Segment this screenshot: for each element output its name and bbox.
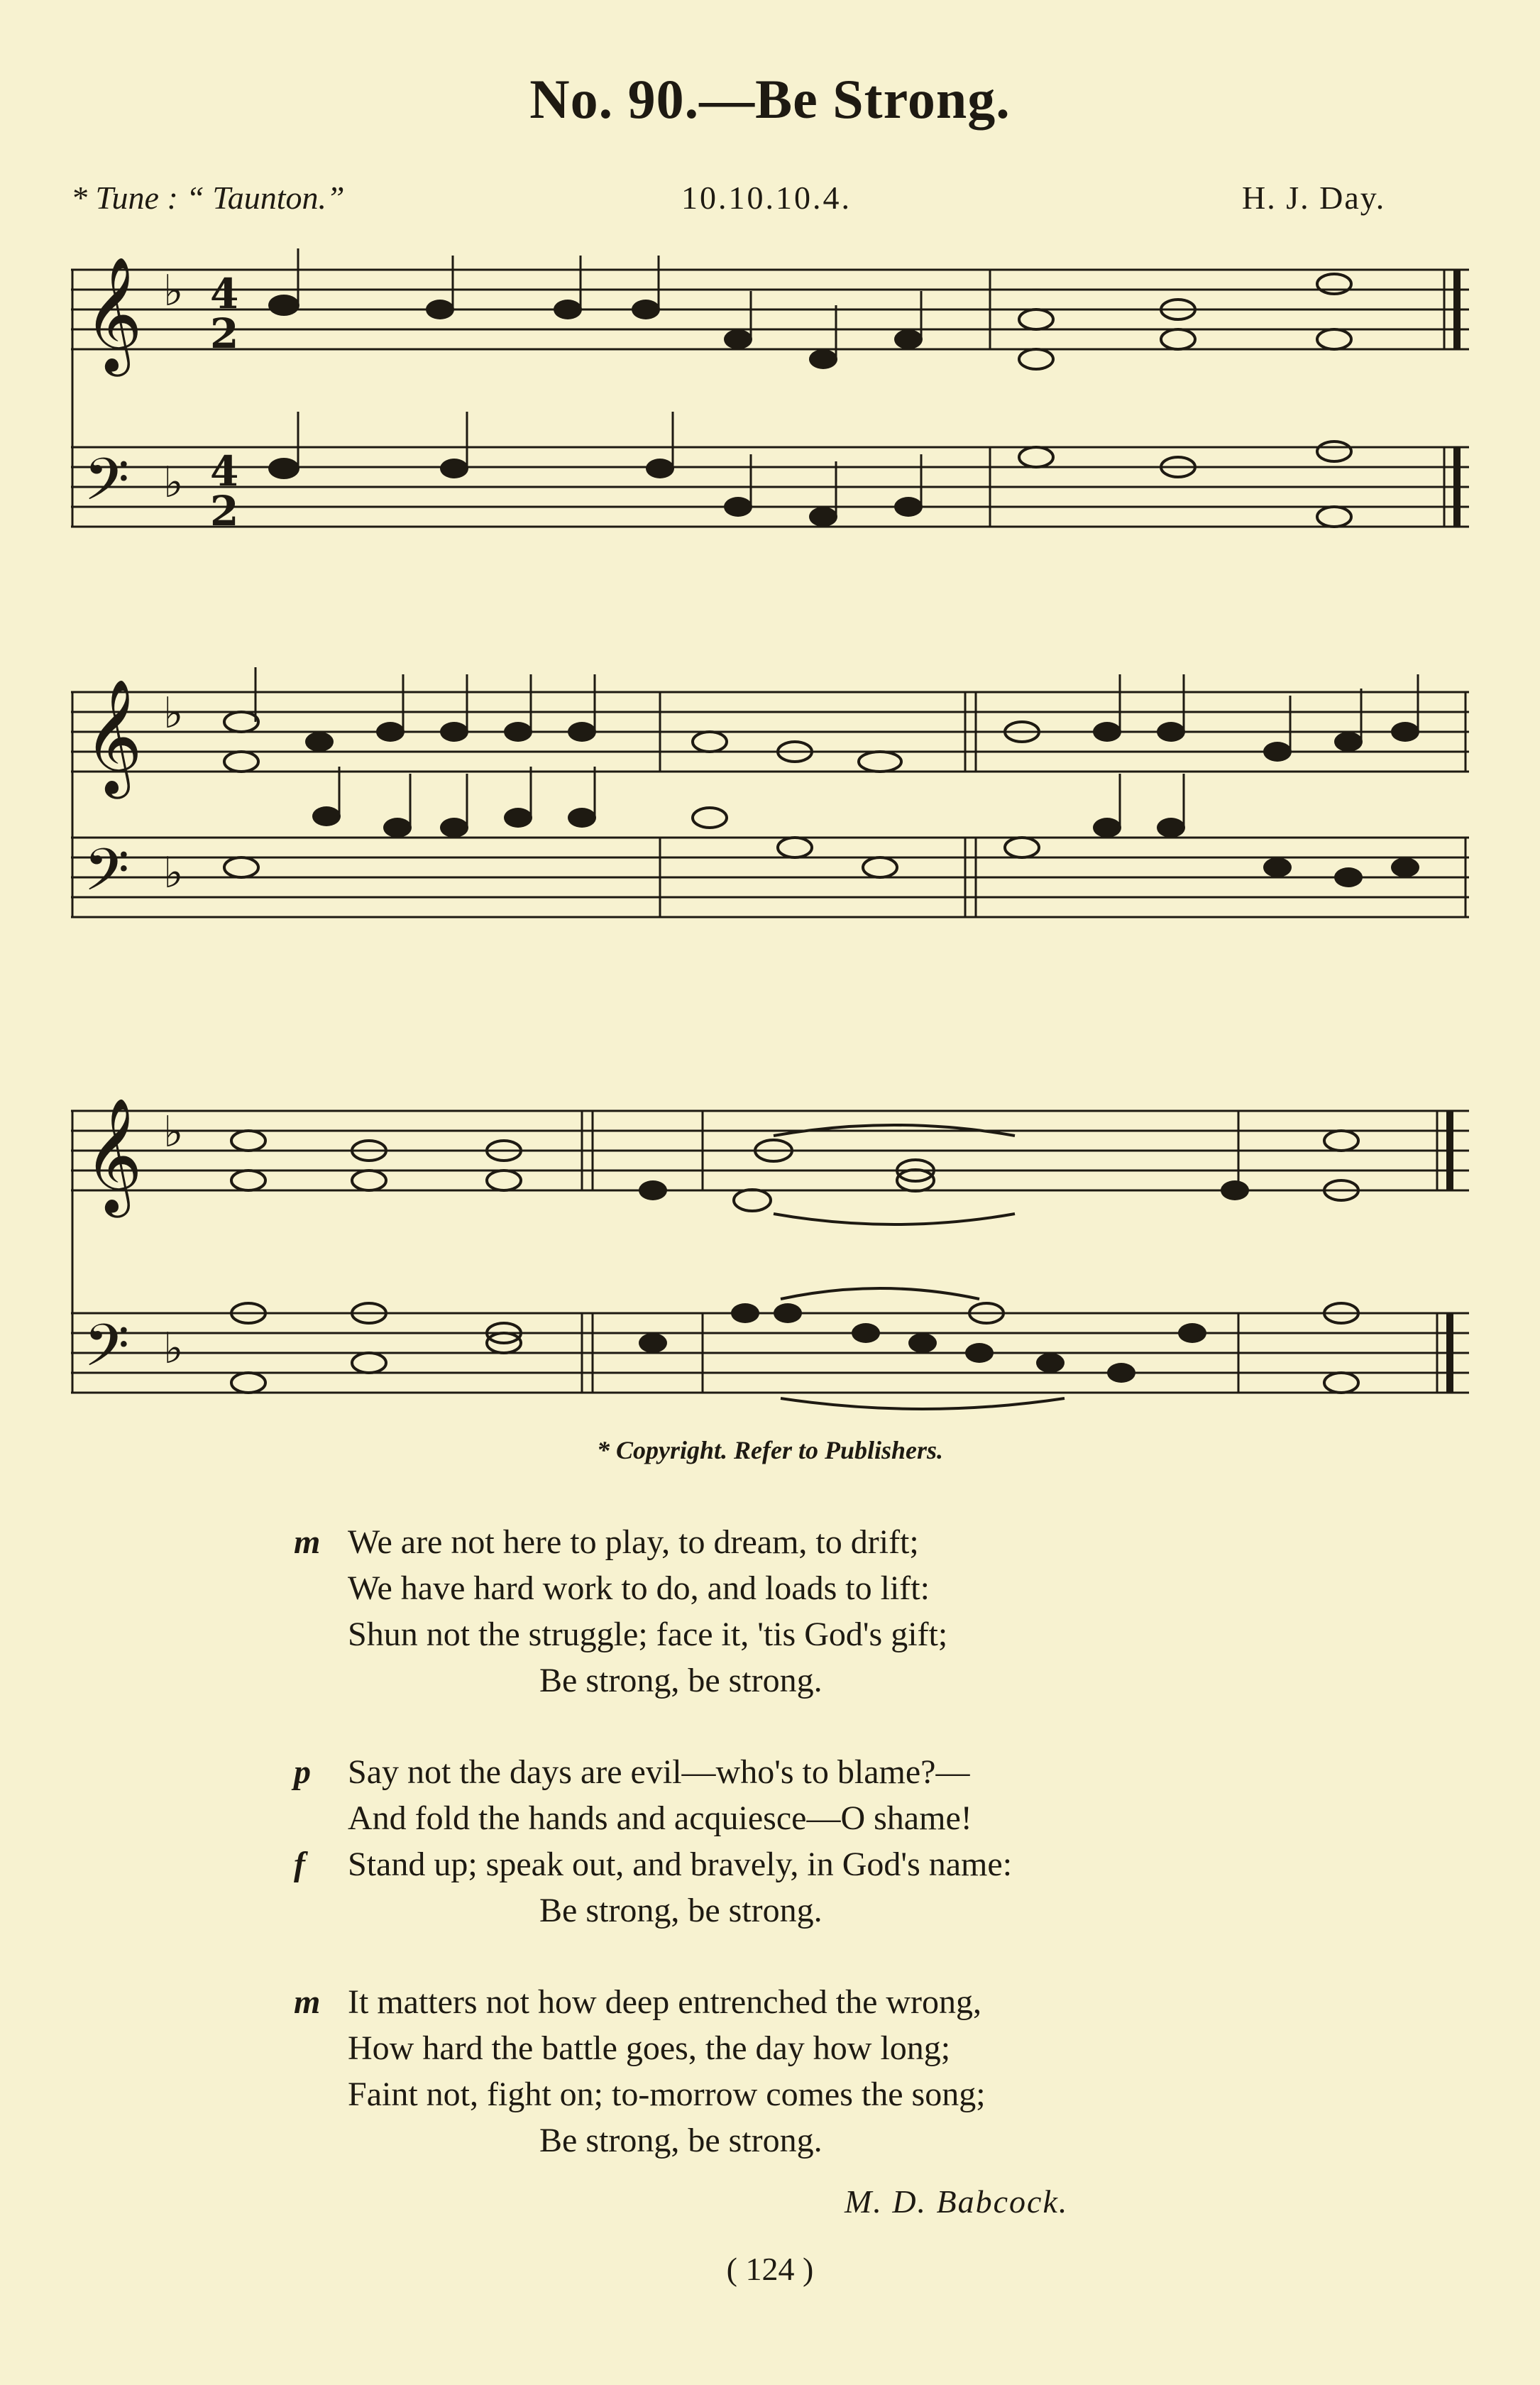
svg-text:♭: ♭ bbox=[163, 689, 184, 738]
svg-text:𝄞: 𝄞 bbox=[84, 256, 143, 372]
tune-name: * Tune : “ Taunton.” bbox=[71, 180, 345, 216]
score-system-1 bbox=[71, 241, 1469, 554]
svg-text:2: 2 bbox=[210, 309, 239, 358]
hymn-title: No. 90.—Be Strong. bbox=[529, 68, 1011, 130]
svg-text:4: 4 bbox=[210, 447, 239, 495]
svg-text:𝄞: 𝄞 bbox=[84, 679, 143, 794]
verse-line: And fold the hands and acquiesce—O shame! bbox=[348, 1799, 972, 1837]
hymn-verses bbox=[284, 1519, 1348, 2209]
svg-text:♭: ♭ bbox=[163, 1107, 184, 1157]
svg-text:𝄢: 𝄢 bbox=[84, 445, 130, 528]
dynamic-marking: m bbox=[294, 1523, 321, 1561]
author-name: M. D. Babcock. bbox=[845, 2183, 1069, 2220]
dynamic-marking: f bbox=[294, 1846, 305, 1883]
score-system-2 bbox=[71, 660, 1469, 980]
svg-text:𝄢: 𝄢 bbox=[84, 835, 130, 919]
verse-line: f Stand up; speak out, and bravely, in God's name: bbox=[284, 1841, 1348, 1887]
svg-text:♭: ♭ bbox=[163, 266, 184, 316]
svg-text:♭: ♭ bbox=[163, 848, 184, 898]
svg-text:𝄢: 𝄢 bbox=[84, 1311, 130, 1394]
verse-line: How hard the battle goes, the day how long; bbox=[348, 2029, 951, 2067]
svg-text:4: 4 bbox=[210, 270, 239, 318]
verse-line: m It matters not how deep entrenched the wrong, bbox=[284, 1979, 1348, 2025]
refrain-line: Be strong, be strong. bbox=[539, 2122, 823, 2159]
stanza-3 bbox=[284, 1979, 1348, 2164]
verse-line: Shun not the struggle; face it, 'tis God's gift; bbox=[348, 1616, 948, 1653]
svg-text:♭: ♭ bbox=[163, 458, 184, 508]
svg-text:2: 2 bbox=[210, 487, 239, 535]
verse-line: Faint not, fight on; to-morrow comes the song; bbox=[348, 2076, 986, 2113]
score-system-3 bbox=[71, 1072, 1469, 1427]
verse-line: m We are not here to play, to dream, to drift; bbox=[284, 1519, 1348, 1565]
composer-name: H. J. Day. bbox=[1242, 180, 1386, 216]
page-number: ( 124 ) bbox=[726, 2251, 814, 2287]
stanza-1 bbox=[284, 1519, 1348, 1704]
music-system-1 bbox=[71, 241, 1469, 554]
hymn-metre: 10.10.10.4. bbox=[681, 180, 852, 216]
music-system-3 bbox=[71, 1072, 1469, 1427]
copyright-note: * Copyright. Refer to Publishers. bbox=[596, 1436, 944, 1464]
svg-text:𝄞: 𝄞 bbox=[84, 1097, 143, 1213]
dynamic-marking: m bbox=[294, 1983, 321, 2021]
dynamic-marking: p bbox=[294, 1753, 311, 1791]
refrain-line: Be strong, be strong. bbox=[539, 1892, 823, 1929]
music-system-2 bbox=[71, 660, 1469, 980]
verse-line: We have hard work to do, and loads to lift: bbox=[348, 1569, 930, 1607]
svg-text:♭: ♭ bbox=[163, 1324, 184, 1374]
refrain-line: Be strong, be strong. bbox=[539, 1662, 823, 1699]
stanza-2 bbox=[284, 1749, 1348, 1934]
verse-line: p Say not the days are evil—who's to blame?— bbox=[284, 1749, 1348, 1795]
